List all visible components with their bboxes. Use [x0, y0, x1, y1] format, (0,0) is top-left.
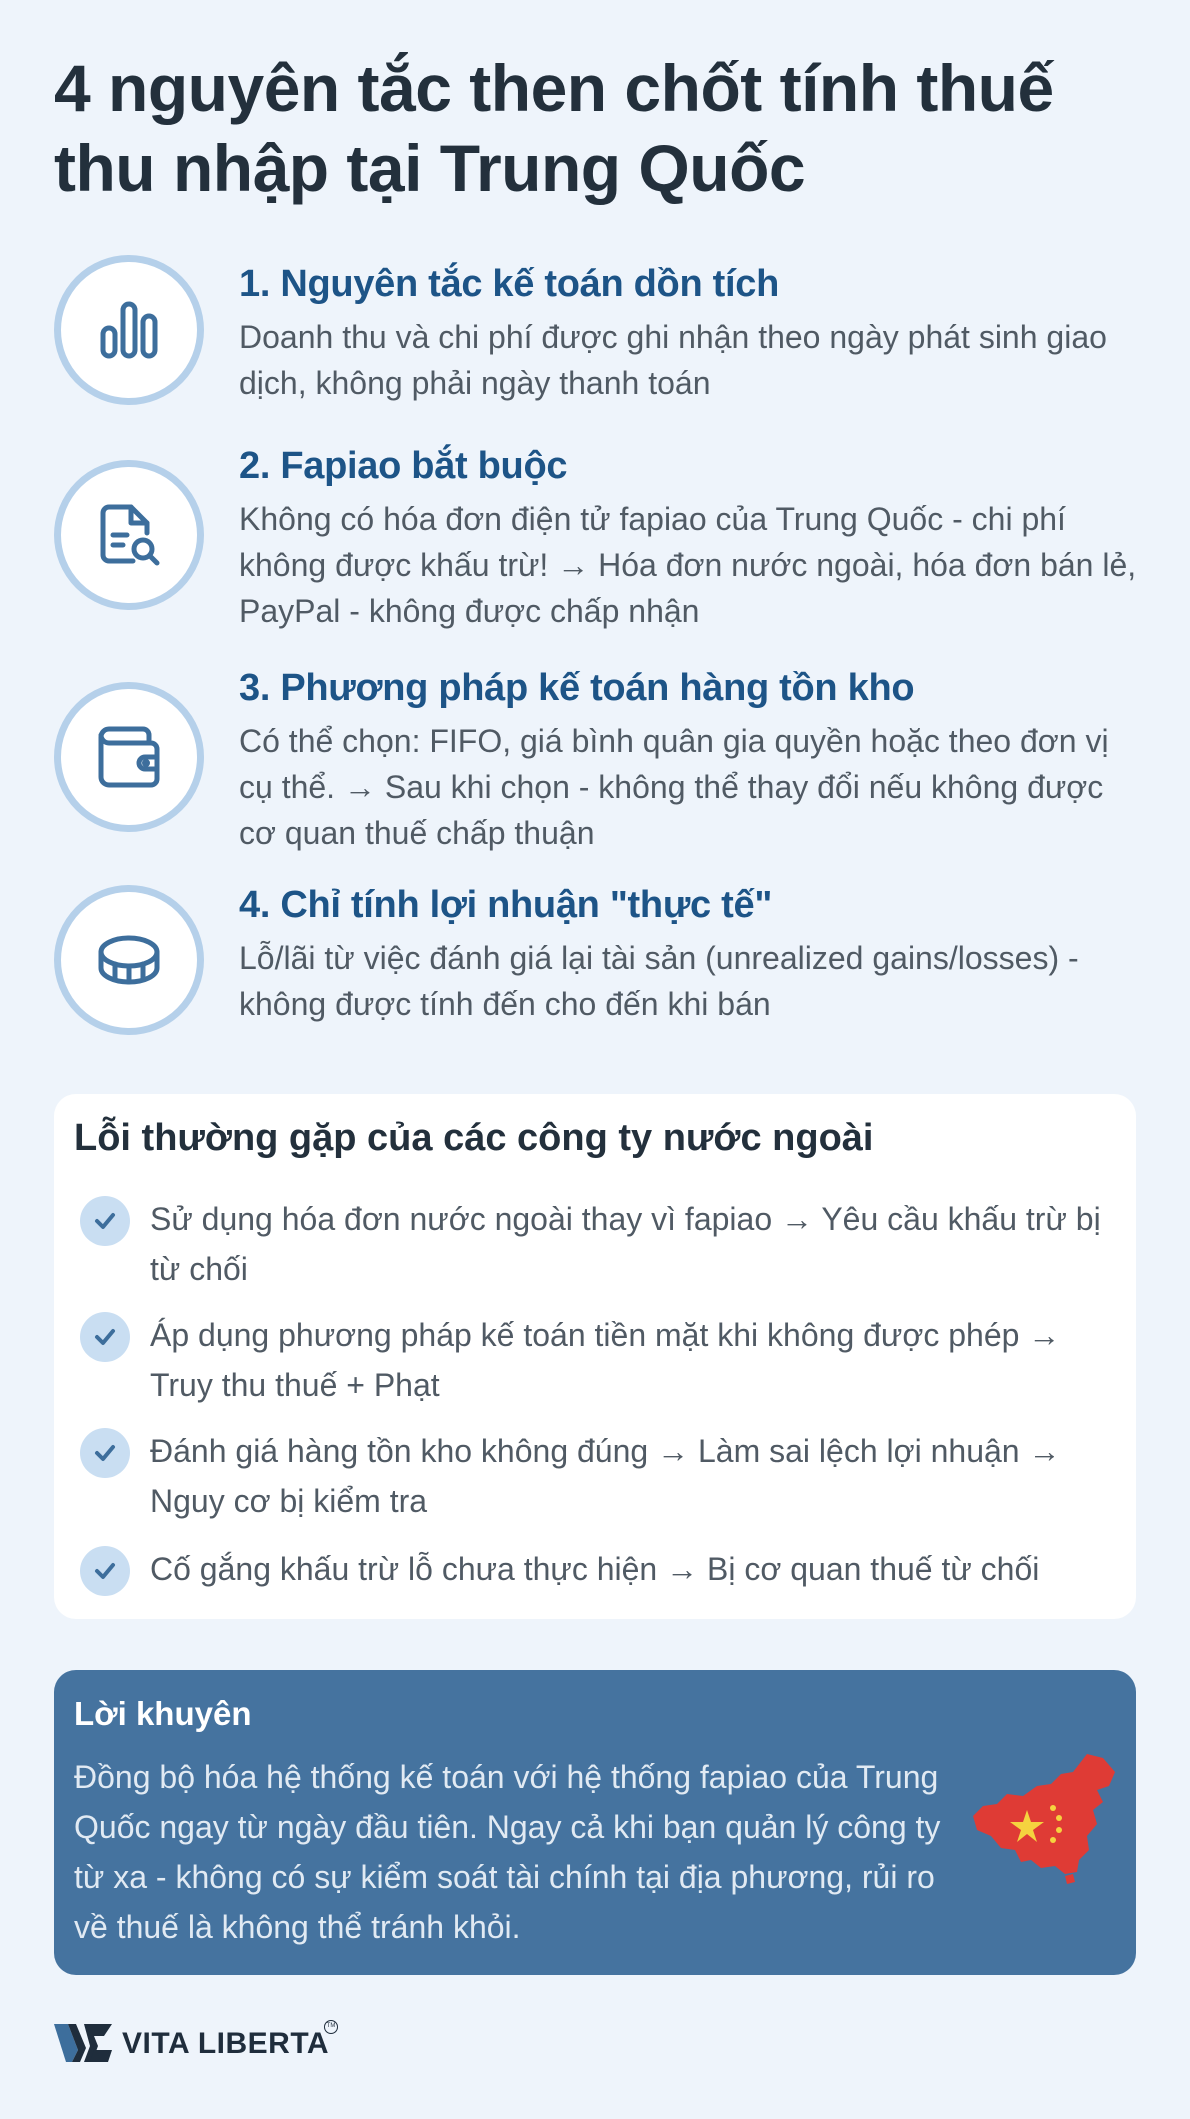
- check-icon: [80, 1546, 130, 1596]
- logo-mark-icon: [54, 2022, 112, 2064]
- check-icon: [80, 1428, 130, 1478]
- logo-text: VITA LIBERTA: [122, 2027, 330, 2060]
- error-item-text: Áp dụng phương pháp kế toán tiền mặt khi không được phép → Truy thu thuế + Phạt: [150, 1317, 1061, 1403]
- bar-chart-icon: [93, 294, 165, 366]
- principle-4-description: Lỗ/lãi từ việc đánh giá lại tài sản (unrealized gains/losses) - không được tính đến cho đến khi bán: [239, 940, 1079, 1022]
- principle-4-badge: [54, 885, 204, 1035]
- china-flag-map-icon: [969, 1750, 1119, 1890]
- page-title: 4 nguyên tắc then chốt tính thuế thu nhập tại Trung Quốc: [54, 51, 1054, 205]
- error-item-text: Đánh giá hàng tồn kho không đúng → Làm sai lệch lợi nhuận → Nguy cơ bị kiểm tra: [150, 1433, 1061, 1519]
- check-icon: [80, 1196, 130, 1246]
- advice-text: Đồng bộ hóa hệ thống kế toán với hệ thống fapiao của Trung Quốc ngay từ ngày đầu tiên. Ngay cả khi bạn quản lý công ty từ xa - không có sự kiểm soát tài chính tại địa phương, rủi ro về thuế là không thể tránh khỏi.: [74, 1759, 941, 1945]
- check-icon: [80, 1312, 130, 1362]
- principle-3-badge: [54, 682, 204, 832]
- principle-1-description: Doanh thu và chi phí được ghi nhận theo ngày phát sinh giao dịch, không phải ngày thanh toán: [239, 319, 1107, 401]
- advice-card: [54, 1670, 1136, 1975]
- error-item-text: Cố gắng khấu trừ lỗ chưa thực hiện → Bị cơ quan thuế từ chối: [150, 1551, 1040, 1587]
- principle-2-title: 2. Fapiao bắt buộc: [239, 445, 568, 487]
- common-errors-title: Lỗi thường gặp của các công ty nước ngoài: [74, 1117, 874, 1159]
- principle-1-title: 1. Nguyên tắc kế toán dồn tích: [239, 263, 779, 305]
- principle-4-title: 4. Chỉ tính lợi nhuận "thực tế": [239, 884, 773, 926]
- principle-2-badge: [54, 460, 204, 610]
- principle-3-title: 3. Phương pháp kế toán hàng tồn kho: [239, 667, 915, 709]
- error-item-text: Sử dụng hóa đơn nước ngoài thay vì fapiao → Yêu cầu khấu trừ bị từ chối: [150, 1201, 1101, 1287]
- trademark-symbol: TM: [324, 2020, 338, 2034]
- advice-title: Lời khuyên: [74, 1695, 252, 1732]
- document-search-icon: [93, 499, 165, 571]
- principle-3-description: Có thể chọn: FIFO, giá bình quân gia quyền hoặc theo đơn vị cụ thể. → Sau khi chọn - không thể thay đổi nếu không được cơ quan thuế chấp thuận: [239, 723, 1109, 851]
- principle-2-description: Không có hóa đơn điện tử fapiao của Trung Quốc - chi phí không được khấu trừ! → Hóa đơn nước ngoài, hóa đơn bán lẻ, PayPal - không được chấp nhận: [239, 501, 1137, 629]
- principle-1-badge: [54, 255, 204, 405]
- common-errors-card: [54, 1094, 1136, 1619]
- coin-icon: [93, 924, 165, 996]
- wallet-icon: [93, 721, 165, 793]
